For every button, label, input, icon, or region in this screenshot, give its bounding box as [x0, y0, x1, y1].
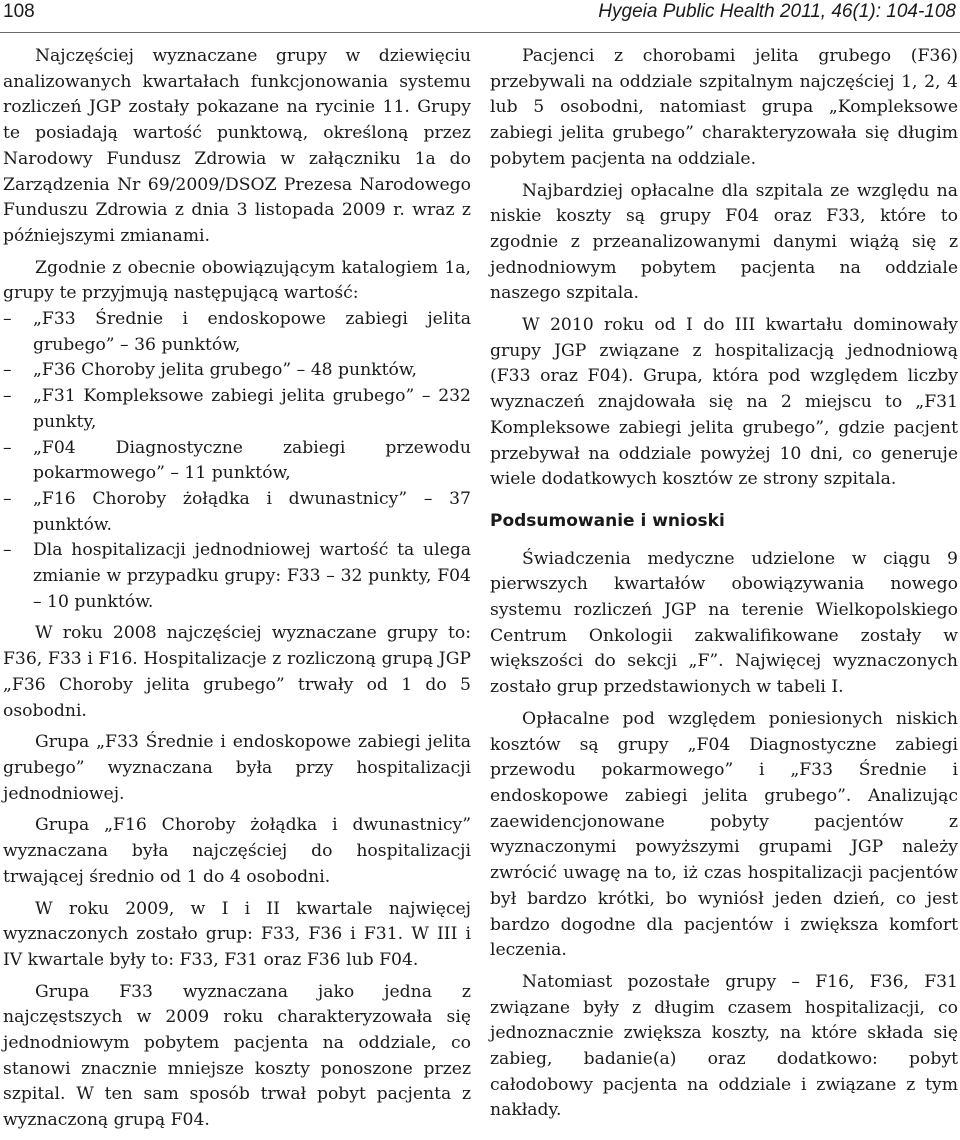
paragraph: Świadczenia medyczne udzielone w ciągu 9 pierwszych kwartałów obowiązywania nowego systemu rozliczeń JGP na terenie Wielkopolskiego Centrum Onkologii zakwalifikowane zostały w większości do sekcji „F”. Najwięcej wyznaczonych zostało grup przedstawionych w tabeli I.	[490, 548, 958, 698]
paragraph: Grupa „F33 Średnie i endoskopowe zabiegi jelita grubego” wyznaczana była przy hospitalizacji jednodniowej.	[3, 732, 471, 804]
paragraph: W roku 2008 najczęściej wyznaczane grupy to: F36, F33 i F16. Hospitalizacje z rozliczoną grupą JGP „F36 Choroby jelita grubego” trwały od 1 do 5 osobodni.	[3, 623, 471, 721]
paragraph: Grupa F33 wyznaczana jako jedna z najczęstszych w 2009 roku charakteryzowała się jednodniowym pobytem pacjenta na oddziale, co stanowi znacznie mniejsze koszty ponoszone przez szpital. W ten sam sposób trwał pobyt pacjenta z wyznaczoną grupą F04.	[3, 981, 471, 1131]
page-number: 108	[3, 1, 35, 22]
paragraph: Grupa „F16 Choroby żołądka i dwunastnicy” wyznaczana była najczęściej do hospitalizacji trwającej średnio od 1 do 4 osobodni.	[3, 815, 471, 887]
list-item: – „F31 Kompleksowe zabiegi jelita grubego” – 232 punkty,	[3, 384, 471, 435]
paragraph: W 2010 roku od I do III kwartału dominowały grupy JGP związane z hospitalizacją jednodniową (F33 oraz F04). Grupa, która pod względem liczby wyznaczeń znajdowała się na 2 miejscu to „F31 Kompleksowe zabiegi jelita grubego”, gdzie pacjent przebywał na oddziale powyżej 10 dni, co generuje wiele dodatkowych kosztów ze strony szpitala.	[490, 315, 958, 490]
list-item: – „F04 Diagnostyczne zabiegi przewodu pokarmowego” – 11 punktów,	[3, 436, 471, 487]
paragraph: Zgodnie z obecnie obowiązującym katalogiem 1a, grupy te przyjmują następującą wartość:	[3, 257, 471, 304]
list-item: – „F36 Choroby jelita grubego” – 48 punktów,	[3, 358, 471, 384]
list-item: – Dla hospitalizacji jednodniowej wartość ta ulega zmianie w przypadku grupy: F33 – 32 punkty, F04 – 10 punktów.	[3, 538, 471, 615]
right-column	[490, 44, 958, 1130]
paragraph: Najczęściej wyznaczane grupy w dziewięciu analizowanych kwartałach funkcjonowania systemu rozliczeń JGP zostały pokazane na rycinie 11. Grupy te posiadają wartość punktową, określoną przez Narodowy Fundusz Zdrowia w załączniku 1a do Zarządzenia Nr 69/2009/DSOZ Prezesa Narodowego Funduszu Zdrowia z dnia 3 listopada 2009 r. wraz z późniejszymi zmianami.	[3, 46, 471, 246]
section-heading: Podsumowanie i wnioski	[490, 510, 725, 531]
paragraph: Pacjenci z chorobami jelita grubego (F36) przebywali na oddziale szpitalnym najczęściej 1, 2, 4 lub 5 osobodni, natomiast grupa „Kompleksowe zabiegi jelita grubego” charakteryzowała się długim pobytem pacjenta na oddziale.	[490, 46, 958, 169]
paragraph: Natomiast pozostałe grupy – F16, F36, F31 związane były z długim czasem hospitalizacji, co jednoznacznie zwiększa koszty, na które składa się zabieg, badanie(a) oraz dodatkowo: pobyt całodobowy pacjenta na oddziale i związane z tym nakłady.	[490, 971, 958, 1121]
page-header	[0, 0, 960, 33]
list-item: – „F16 Choroby żołądka i dwunastnicy” – 37 punktów.	[3, 487, 471, 538]
list-item: – „F33 Średnie i endoskopowe zabiegi jelita grubego” – 36 punktów,	[3, 307, 471, 358]
left-column	[3, 44, 471, 1140]
journal-citation: Hygeia Public Health 2011, 46(1): 104-108	[598, 1, 956, 22]
paragraph: Najbardziej opłacalne dla szpitala ze względu na niskie koszty są grupy F04 oraz F33, które to zgodnie z przeanalizowanymi danymi wiążą się z jednodniowym pobytem pacjenta na oddziale naszego szpitala.	[490, 180, 958, 304]
paragraph: W roku 2009, w I i II kwartale najwięcej wyznaczonych zostało grup: F33, F36 i F31. W III i IV kwartale były to: F33, F31 oraz F36 lub F04.	[3, 898, 471, 970]
paragraph: Opłacalne pod względem poniesionych niskich kosztów są grupy „F04 Diagnostyczne zabiegi przewodu pokarmowego” i „F33 Średnie i endoskopowe zabiegi jelita grubego”. Analizując zaewidencjonowane pobyty pacjentów z wyznaczonymi powyższymi grupami JGP należy zwrócić uwagę na to, iż czas hospitalizacji pacjentów był bardzo krótki, bo wyniósł jeden dzień, co jest bardzo dogodne dla pacjentów i zwiększa komfort leczenia.	[490, 708, 958, 961]
